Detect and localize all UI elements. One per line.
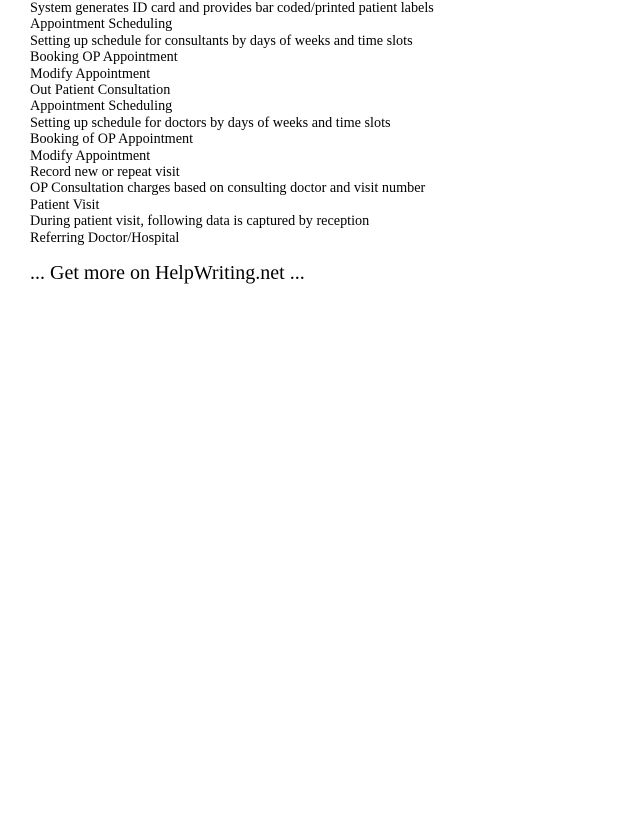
text-line: System generates ID card and provides bar coded/printed patient labels [30, 0, 434, 16]
text-line: Record new or repeat visit [30, 164, 180, 181]
text-line: Patient Visit [30, 196, 100, 213]
text-line: During patient visit, following data is captured by reception [30, 213, 370, 230]
text-line: Modify Appointment [30, 147, 151, 164]
document-body [30, 0, 620, 285]
text-line: Booking OP Appointment [30, 49, 178, 66]
text-line: Booking of OP Appointment [30, 131, 194, 148]
text-line: Appointment Scheduling [30, 98, 173, 115]
get-more-link[interactable]: ... Get more on HelpWriting.net ... [30, 262, 305, 285]
text-line: Modify Appointment [30, 65, 151, 82]
text-line: Out Patient Consultation [30, 82, 171, 99]
text-line: Setting up schedule for consultants by days of weeks and time slots [30, 32, 413, 49]
text-line: Setting up schedule for doctors by days of weeks and time slots [30, 114, 391, 131]
text-line: Appointment Scheduling [30, 16, 173, 33]
text-line: Referring Doctor/Hospital [30, 229, 180, 246]
text-line: OP Consultation charges based on consulting doctor and visit number [30, 180, 426, 197]
